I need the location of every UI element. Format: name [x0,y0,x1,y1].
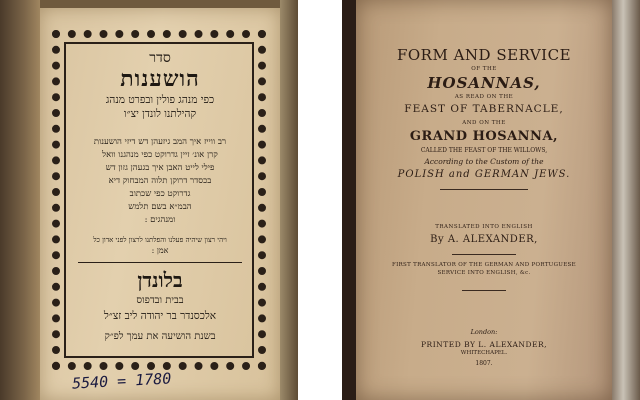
book-spine [0,0,40,400]
hebrew-body-line: פילי לייט האבן איך בגעהן גזון דש [105,163,215,173]
english-grand-hosanna: GRAND HOSANNA, [409,129,559,144]
english-also-on: AND ON THE [462,120,506,126]
hebrew-printer: אלכסנדר בר יהודה ליב זצ״ל [103,310,217,322]
hebrew-title-page-photo [0,0,298,400]
handwritten-date-note: 5540 = 1780 [71,369,172,393]
english-as-read: AS READ ON THE [454,94,514,100]
hebrew-body-line: קרן אונ׳ זיין גדרוקט כפי מנהגנו וואל [102,150,218,160]
divider [462,290,506,291]
hebrew-body-line: הבמ״א בשם תלמש [128,202,192,212]
hebrew-subtitle-2: קהילתנו לונדן יצ״ו [123,108,197,120]
hebrew-title: הושענות [120,66,200,92]
english-printer: PRINTED BY L. ALEXANDER, [421,340,547,349]
english-translated: TRANSLATED INTO ENGLISH [435,224,533,230]
hebrew-year: בשנת הושיעה את עמך לפ״ק [104,331,216,342]
page-edge [280,0,298,400]
divider [452,254,516,255]
english-london: London: [470,328,498,336]
english-date: 1807. [475,360,493,367]
hebrew-body-line: גדרוקט כפי שכתוב [129,189,191,199]
hebrew-seder: סדר [149,50,171,66]
english-polish-german: POLISH and GERMAN JEWS. [397,169,571,180]
book-spine [342,0,356,400]
english-author: By A. ALEXANDER, [430,234,538,245]
hebrew-subtitle-1: כפי מנהג פולין ובפרט מנהג [105,94,215,106]
hebrew-body-line: רב ווייז איך המב גיזעהן דש דיזי הושענות [93,137,227,147]
english-title-page-photo [342,0,640,400]
divider [440,189,528,190]
divider [78,262,242,263]
hebrew-press: בבית ובדפוס [136,295,184,306]
hebrew-body-line: ומנהגים : [144,215,176,225]
english-first-translator: FIRST TRANSLATOR OF THE GERMAN AND PORTUGUESE [392,262,576,268]
english-title: FORM AND SERVICE [396,46,572,64]
english-of-the: OF THE [471,66,497,72]
english-service: SERVICE INTO ENGLISH, &c. [437,270,531,276]
page-edge [612,0,640,400]
hebrew-body-line: בכסדר דרוקן תלוה המבחוק דיא [108,176,212,186]
hebrew-prayer-line: ויהי רצון שיהיה פעלנו והפלתנו לרצון לפני אדון כל [93,236,227,244]
hebrew-amen: אמן : [151,246,169,255]
english-hosannas: HOSANNAS, [427,74,541,92]
english-called: CALLED THE FEAST OF THE WILLOWS, [420,147,548,154]
english-custom: According to the Custom of the [424,157,544,166]
hebrew-city: בלונדן [137,268,183,292]
english-feast: FEAST OF TABERNACLE, [404,103,564,115]
english-whitechapel: WHITECHAPEL. [460,350,508,356]
